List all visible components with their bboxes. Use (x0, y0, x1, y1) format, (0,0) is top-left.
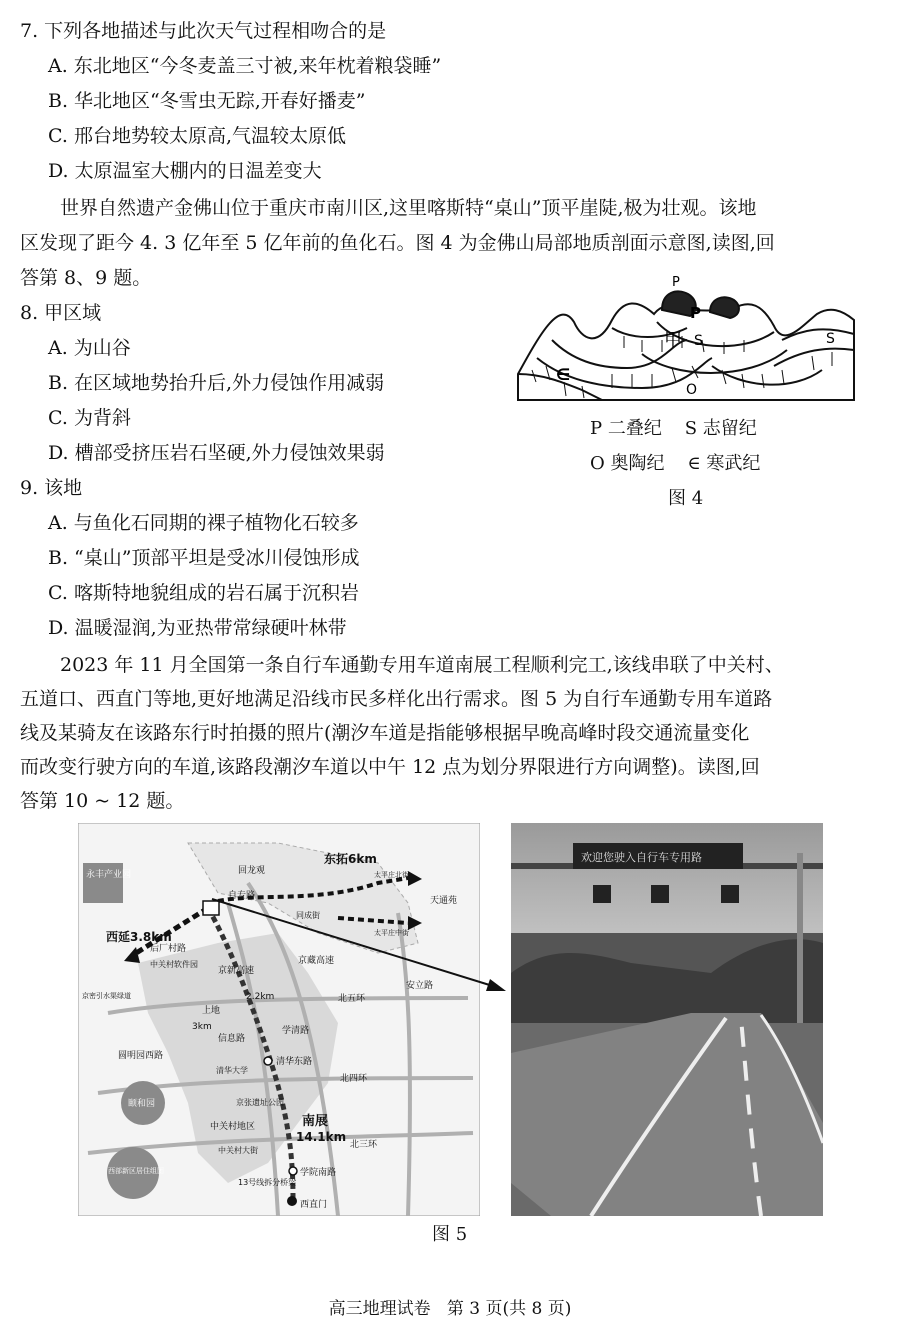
fig4-label-p: P (672, 275, 680, 290)
fig4-label-s: S (694, 333, 703, 349)
q7-option-b: B. 华北地区“冬雪虫无踪,开春好播麦” (48, 90, 366, 112)
figure5-route-map (78, 823, 480, 1216)
map-jingmiyin: 京密引水渠绿道 (82, 992, 131, 1000)
figure5-road-photo (511, 823, 823, 1216)
map-jingxin: 京新高速 (218, 966, 255, 976)
intro2-line-2: 五道口、西直门等地,更好地满足沿线市民多样化出行需求。图 5 为自行车通勤专用车道路 (20, 688, 773, 710)
map-zhongguancun-st: 中关村大街 (218, 1146, 258, 1155)
q9-stem: 9. 该地 (20, 477, 83, 499)
fig4-label-s-right: S (826, 331, 835, 347)
q9-option-a: A. 与鱼化石同期的裸子植物化石较多 (48, 512, 359, 534)
q7-option-d: D. 太原温室大棚内的日温差变大 (48, 160, 322, 182)
map-nanzhan: 南展 (302, 1114, 329, 1129)
fig4-caption: 图 4 (668, 488, 704, 509)
map-xizhimen: 西直门 (300, 1200, 328, 1210)
map-anli: 安立路 (406, 981, 434, 991)
q7-stem: 7. 下列各地描述与此次天气过程相吻合的是 (20, 20, 387, 42)
map-xibu: 西部新区居住组团 (108, 1167, 164, 1175)
map-houchangcun: 后厂村路 (150, 944, 187, 954)
intro2-line-1: 2023 年 11 月全国第一条自行车通勤专用车道南展工程顺利完工,该线串联了中关村、 (60, 654, 784, 676)
map-zizhuanlu: 自专路 (228, 891, 256, 901)
figure4-cross-section (512, 270, 862, 408)
fig4-label-cambrian: ∈ (556, 365, 571, 384)
q9-option-b: B. “桌山”顶部平坦是受冰川侵蚀形成 (48, 547, 360, 569)
map-huilongguan: 回龙观 (238, 866, 266, 876)
q8-option-d: D. 槽部受挤压岩石坚硬,外力侵蚀效果弱 (48, 442, 385, 464)
intro1-line-1: 世界自然遗产金佛山位于重庆市南川区,这里喀斯特“桌山”顶平崖陡,极为壮观。该地 (60, 197, 757, 219)
map-xueqing: 学清路 (282, 1026, 310, 1036)
map-qinghuadong: 清华东路 (276, 1057, 313, 1067)
map-km141: 14.1km (296, 1130, 347, 1144)
q8-stem: 8. 甲区域 (20, 302, 102, 324)
map-dongtuo: 东拓6km (324, 852, 377, 866)
map-zhongguancun-software: 中关村软件园 (150, 960, 198, 969)
map-km3: 3km (192, 1022, 212, 1032)
map-shangdi: 上地 (202, 1006, 221, 1016)
intro2-line-5: 答第 10 ~ 12 题。 (20, 790, 185, 812)
q7-option-c: C. 邢台地势较太原高,气温较太原低 (48, 125, 346, 147)
map-yuanmingyuan: 圆明园西路 (118, 1051, 164, 1061)
fig5-caption: 图 5 (432, 1224, 468, 1245)
intro2-line-4: 而改变行驶方向的车道,该路段潮汐车道以中午 12 点为划分界限进行方向调整)。读图,回 (20, 756, 760, 778)
q7-option-a: A. 东北地区“今冬麦盖三寸被,来年枕着粮袋睡” (48, 55, 442, 77)
fig4-label-o: O (686, 382, 698, 398)
map-xiyan: 西延3.8km (106, 930, 172, 944)
map-jingzhang-park: 京张遗址公园 (236, 1098, 284, 1107)
map-zhongguancun-area: 中关村地区 (210, 1122, 256, 1132)
map-taipingzhuangzhong: 太平庄中街 (374, 929, 409, 937)
map-xinxilu: 信息路 (218, 1034, 246, 1044)
map-qinghua: 清华大学 (216, 1066, 248, 1075)
map-yongfeng: 永丰产业园 (86, 870, 132, 880)
page-footer: 高三地理试卷 第 3 页(共 8 页) (328, 1299, 572, 1319)
map-yiheyuan: 颐和园 (128, 1099, 156, 1109)
q9-option-c: C. 喀斯特地貌组成的岩石属于沉积岩 (48, 582, 359, 604)
map-taipingzhuangbei: 太平庄北街 (374, 871, 409, 879)
q8-option-c: C. 为背斜 (48, 407, 131, 429)
fig4-legend-row2: O 奥陶纪 ∈ 寒武纪 (590, 453, 761, 474)
photo-sign-text: 欢迎您驶入自行车专用路 (581, 851, 702, 864)
figure5-arrow (210, 895, 510, 995)
intro1-line-2: 区发现了距今 4. 3 亿年至 5 亿年前的鱼化石。图 4 为金佛山局部地质剖面示意图,读图,回 (20, 232, 775, 254)
map-beisihuan: 北四环 (340, 1074, 368, 1084)
q9-option-d: D. 温暖湿润,为亚热带常绿硬叶林带 (48, 617, 347, 639)
map-km22: 2.2km (246, 992, 275, 1002)
intro2-line-3: 线及某骑友在该路东行时拍摄的照片(潮汐车道是指能够根据早晚高峰时段交通流量变化 (20, 722, 750, 744)
map-tiantongyuan: 天通苑 (430, 896, 458, 906)
fig4-label-jia: 甲 (664, 330, 682, 351)
map-xueyuannan: 学院南路 (300, 1168, 337, 1178)
q8-option-b: B. 在区域地势抬升后,外力侵蚀作用减弱 (48, 372, 385, 394)
fig4-legend-row1: P 二叠纪 S 志留纪 (590, 418, 757, 439)
intro1-line-3: 答第 8、9 题。 (20, 267, 152, 289)
map-beiwuhuan: 北五环 (338, 994, 366, 1004)
map-beisanhuan: 北三环 (350, 1140, 378, 1150)
map-line13: 13号线拆分桥梁 (238, 1178, 297, 1187)
map-jingzang: 京藏高速 (298, 956, 335, 966)
q8-option-a: A. 为山谷 (48, 337, 131, 359)
fig4-label-p2: P (690, 304, 701, 322)
map-tongdajie: 同成街 (296, 911, 320, 920)
